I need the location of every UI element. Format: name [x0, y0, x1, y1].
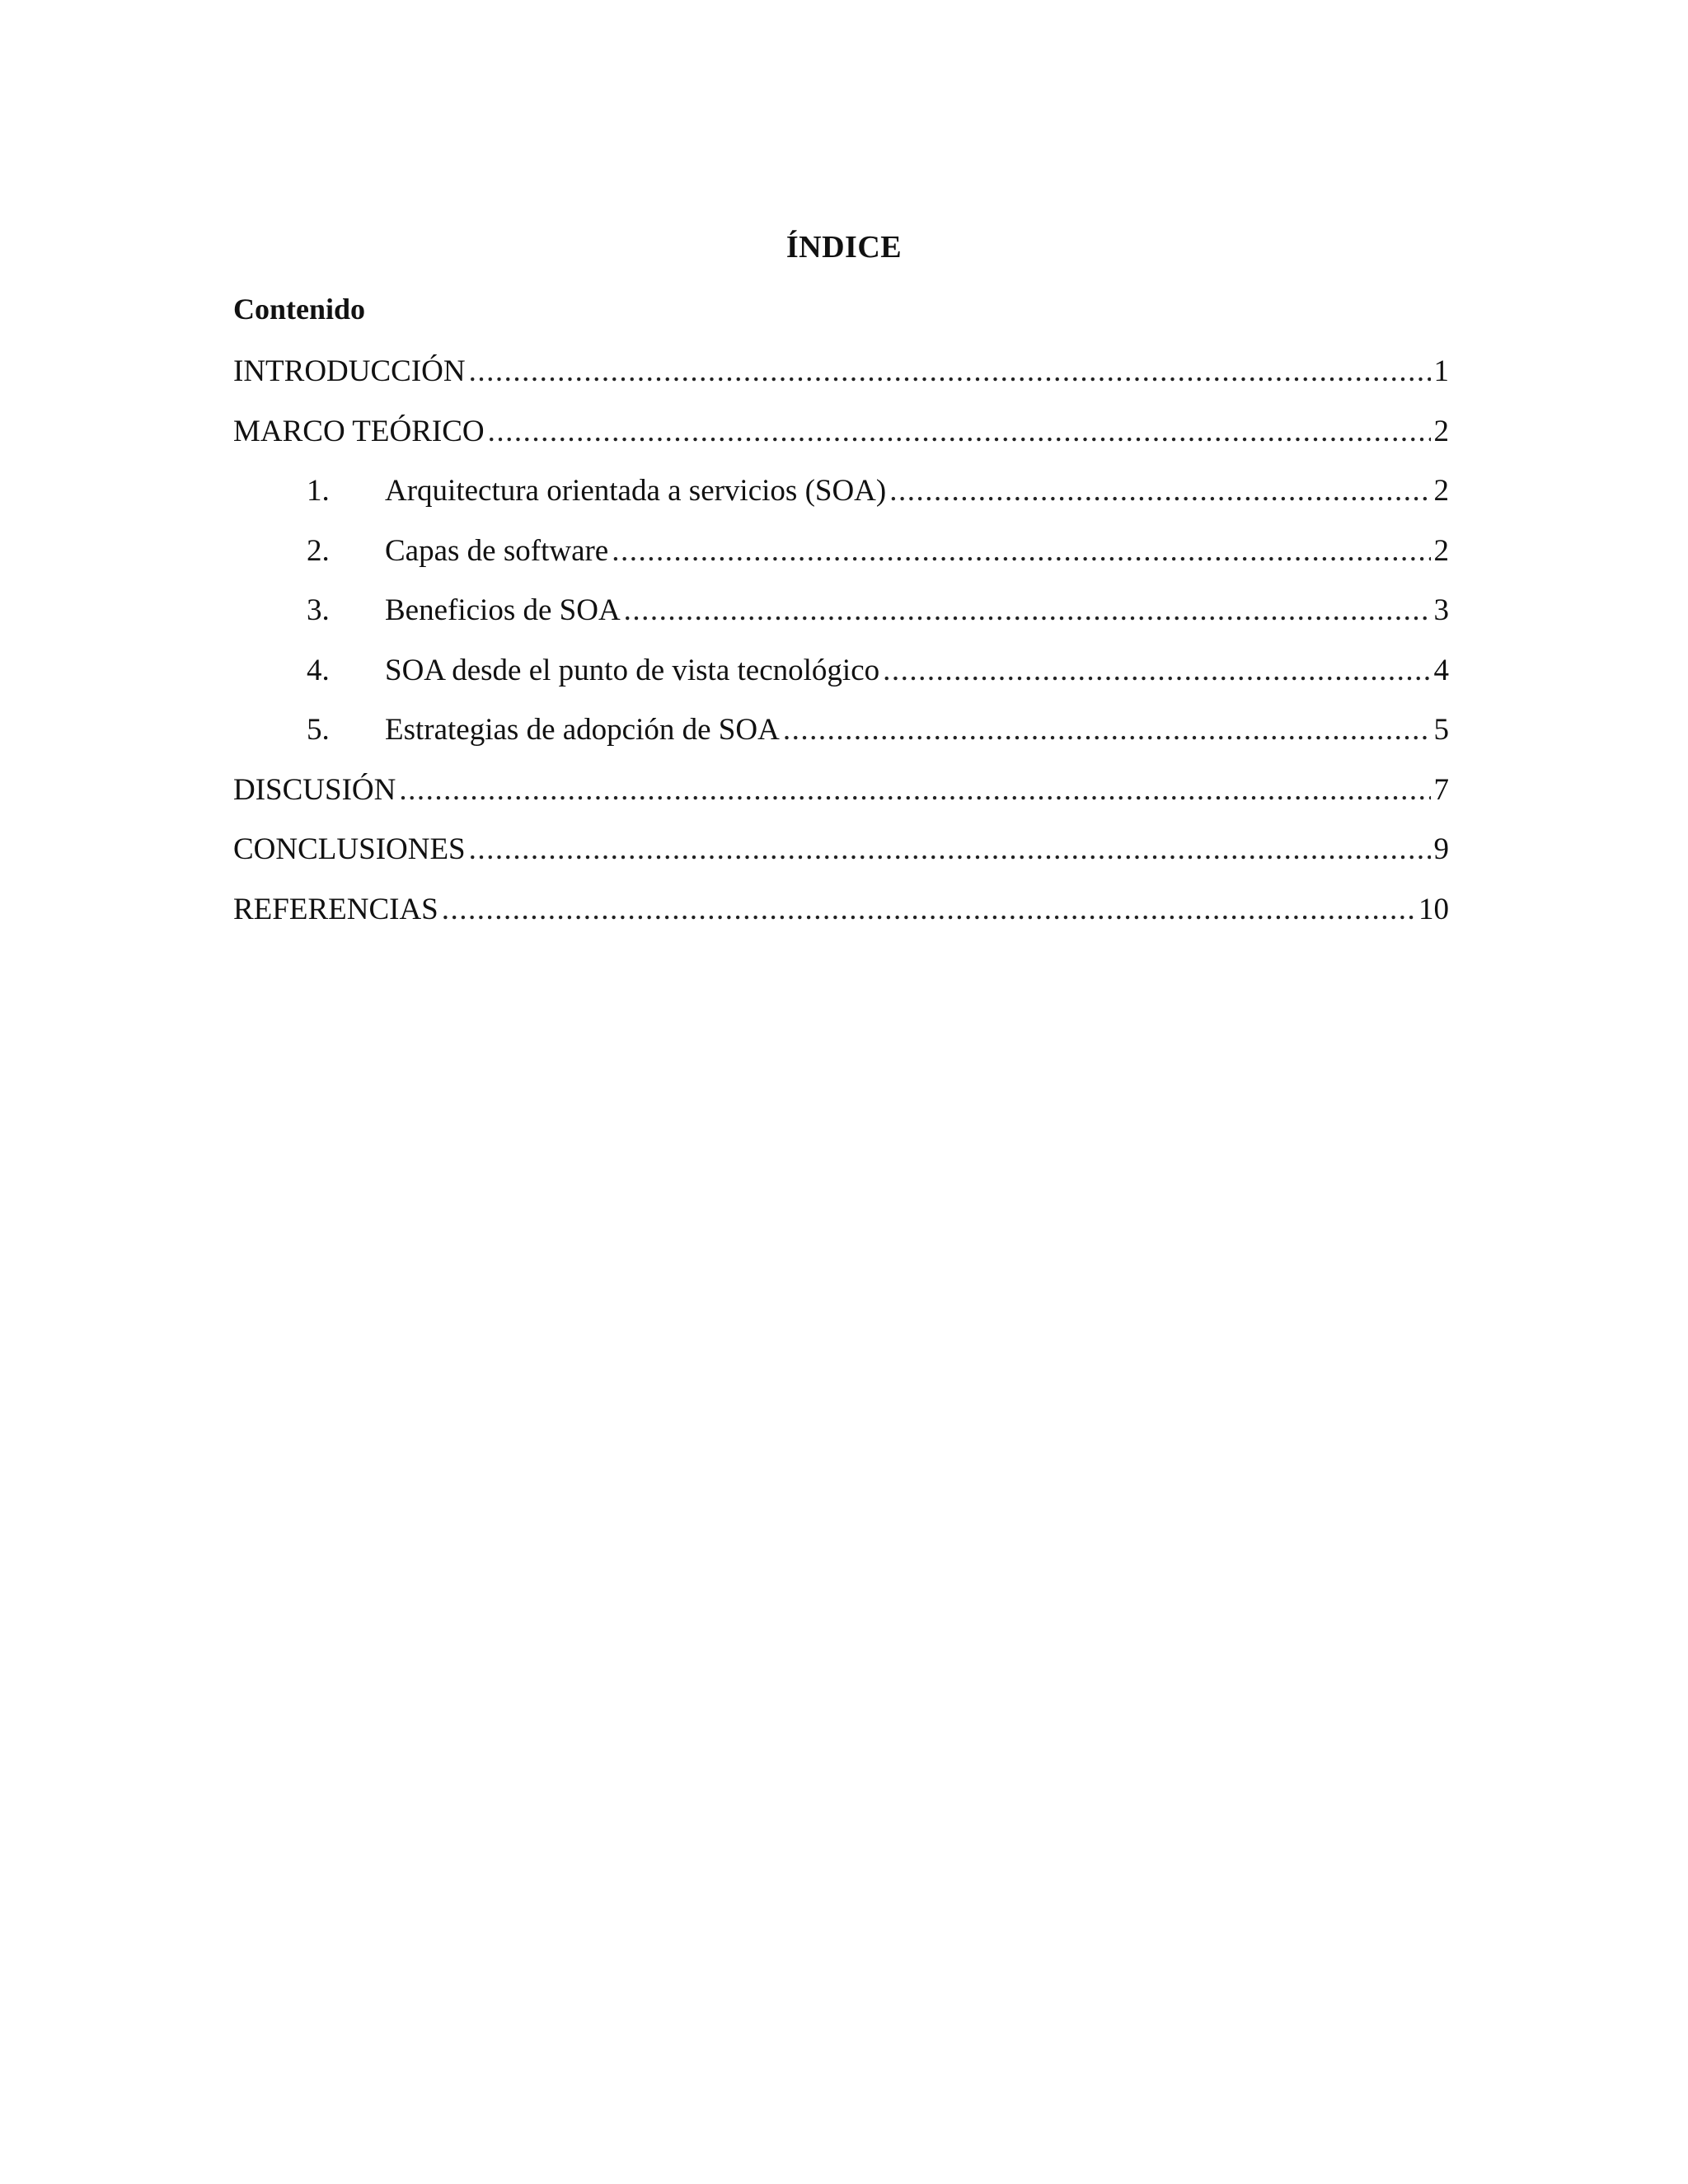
toc-entry-introduccion[interactable] — [233, 353, 1449, 413]
toc-entry-label: DISCUSIÓN — [233, 772, 396, 807]
toc-entry-label: REFERENCIAS — [233, 892, 438, 926]
toc-page-number: 5 — [1433, 713, 1449, 747]
toc-entry-label: Capas de software — [385, 533, 609, 568]
toc-entry-capas-software[interactable] — [233, 532, 1449, 593]
toc-leader-dots — [612, 532, 1430, 570]
toc-entry-label: Beneficios de SOA — [385, 593, 621, 627]
toc-entry-number: 1. — [307, 474, 330, 508]
toc-leader-dots — [469, 831, 1431, 869]
toc-entry-soa-tecnologico[interactable] — [233, 652, 1449, 712]
toc-entry-number: 2. — [307, 533, 330, 568]
toc-entry-discusion[interactable] — [233, 771, 1449, 832]
toc-entry-marco-teorico[interactable] — [233, 413, 1449, 473]
toc-entry-label: CONCLUSIONES — [233, 832, 466, 866]
toc-page-number: 4 — [1433, 653, 1449, 687]
toc-entry-label: Estrategias de adopción de SOA — [385, 713, 780, 747]
toc-page-number: 7 — [1433, 772, 1449, 807]
toc-entry-arquitectura-soa[interactable] — [233, 472, 1449, 532]
toc-leader-dots — [469, 353, 1431, 391]
toc-page-number: 3 — [1433, 593, 1449, 627]
toc-leader-dots — [883, 652, 1430, 690]
toc-leader-dots — [442, 891, 1415, 929]
toc-entry-estrategias-adopcion[interactable] — [233, 711, 1449, 771]
toc-page-number: 2 — [1433, 533, 1449, 568]
toc-leader-dots — [889, 472, 1430, 510]
toc-entry-conclusiones[interactable] — [233, 831, 1449, 891]
toc-leader-dots — [399, 771, 1430, 809]
toc-entry-label: SOA desde el punto de vista tecnológico — [385, 653, 880, 687]
toc-leader-dots — [624, 592, 1431, 630]
toc-entry-referencias[interactable] — [233, 891, 1449, 951]
toc-entry-number: 5. — [307, 713, 330, 747]
toc-page-number: 9 — [1433, 832, 1449, 866]
toc-entry-number: 4. — [307, 653, 330, 687]
toc-page-number: 10 — [1418, 892, 1449, 926]
toc-page-number: 2 — [1433, 474, 1449, 508]
index-title: ÍNDICE — [785, 230, 903, 265]
toc-leader-dots — [783, 711, 1431, 749]
contents-heading: Contenido — [233, 293, 366, 326]
toc-entry-beneficios-soa[interactable] — [233, 592, 1449, 652]
toc-page-number: 2 — [1433, 414, 1449, 448]
table-of-contents — [233, 353, 1449, 950]
toc-entry-label: INTRODUCCIÓN — [233, 354, 466, 388]
toc-entry-label: Arquitectura orientada a servicios (SOA) — [385, 474, 887, 508]
toc-page-number: 1 — [1433, 354, 1449, 388]
toc-leader-dots — [488, 413, 1431, 451]
toc-entry-number: 3. — [307, 593, 330, 627]
toc-entry-label: MARCO TEÓRICO — [233, 414, 485, 448]
